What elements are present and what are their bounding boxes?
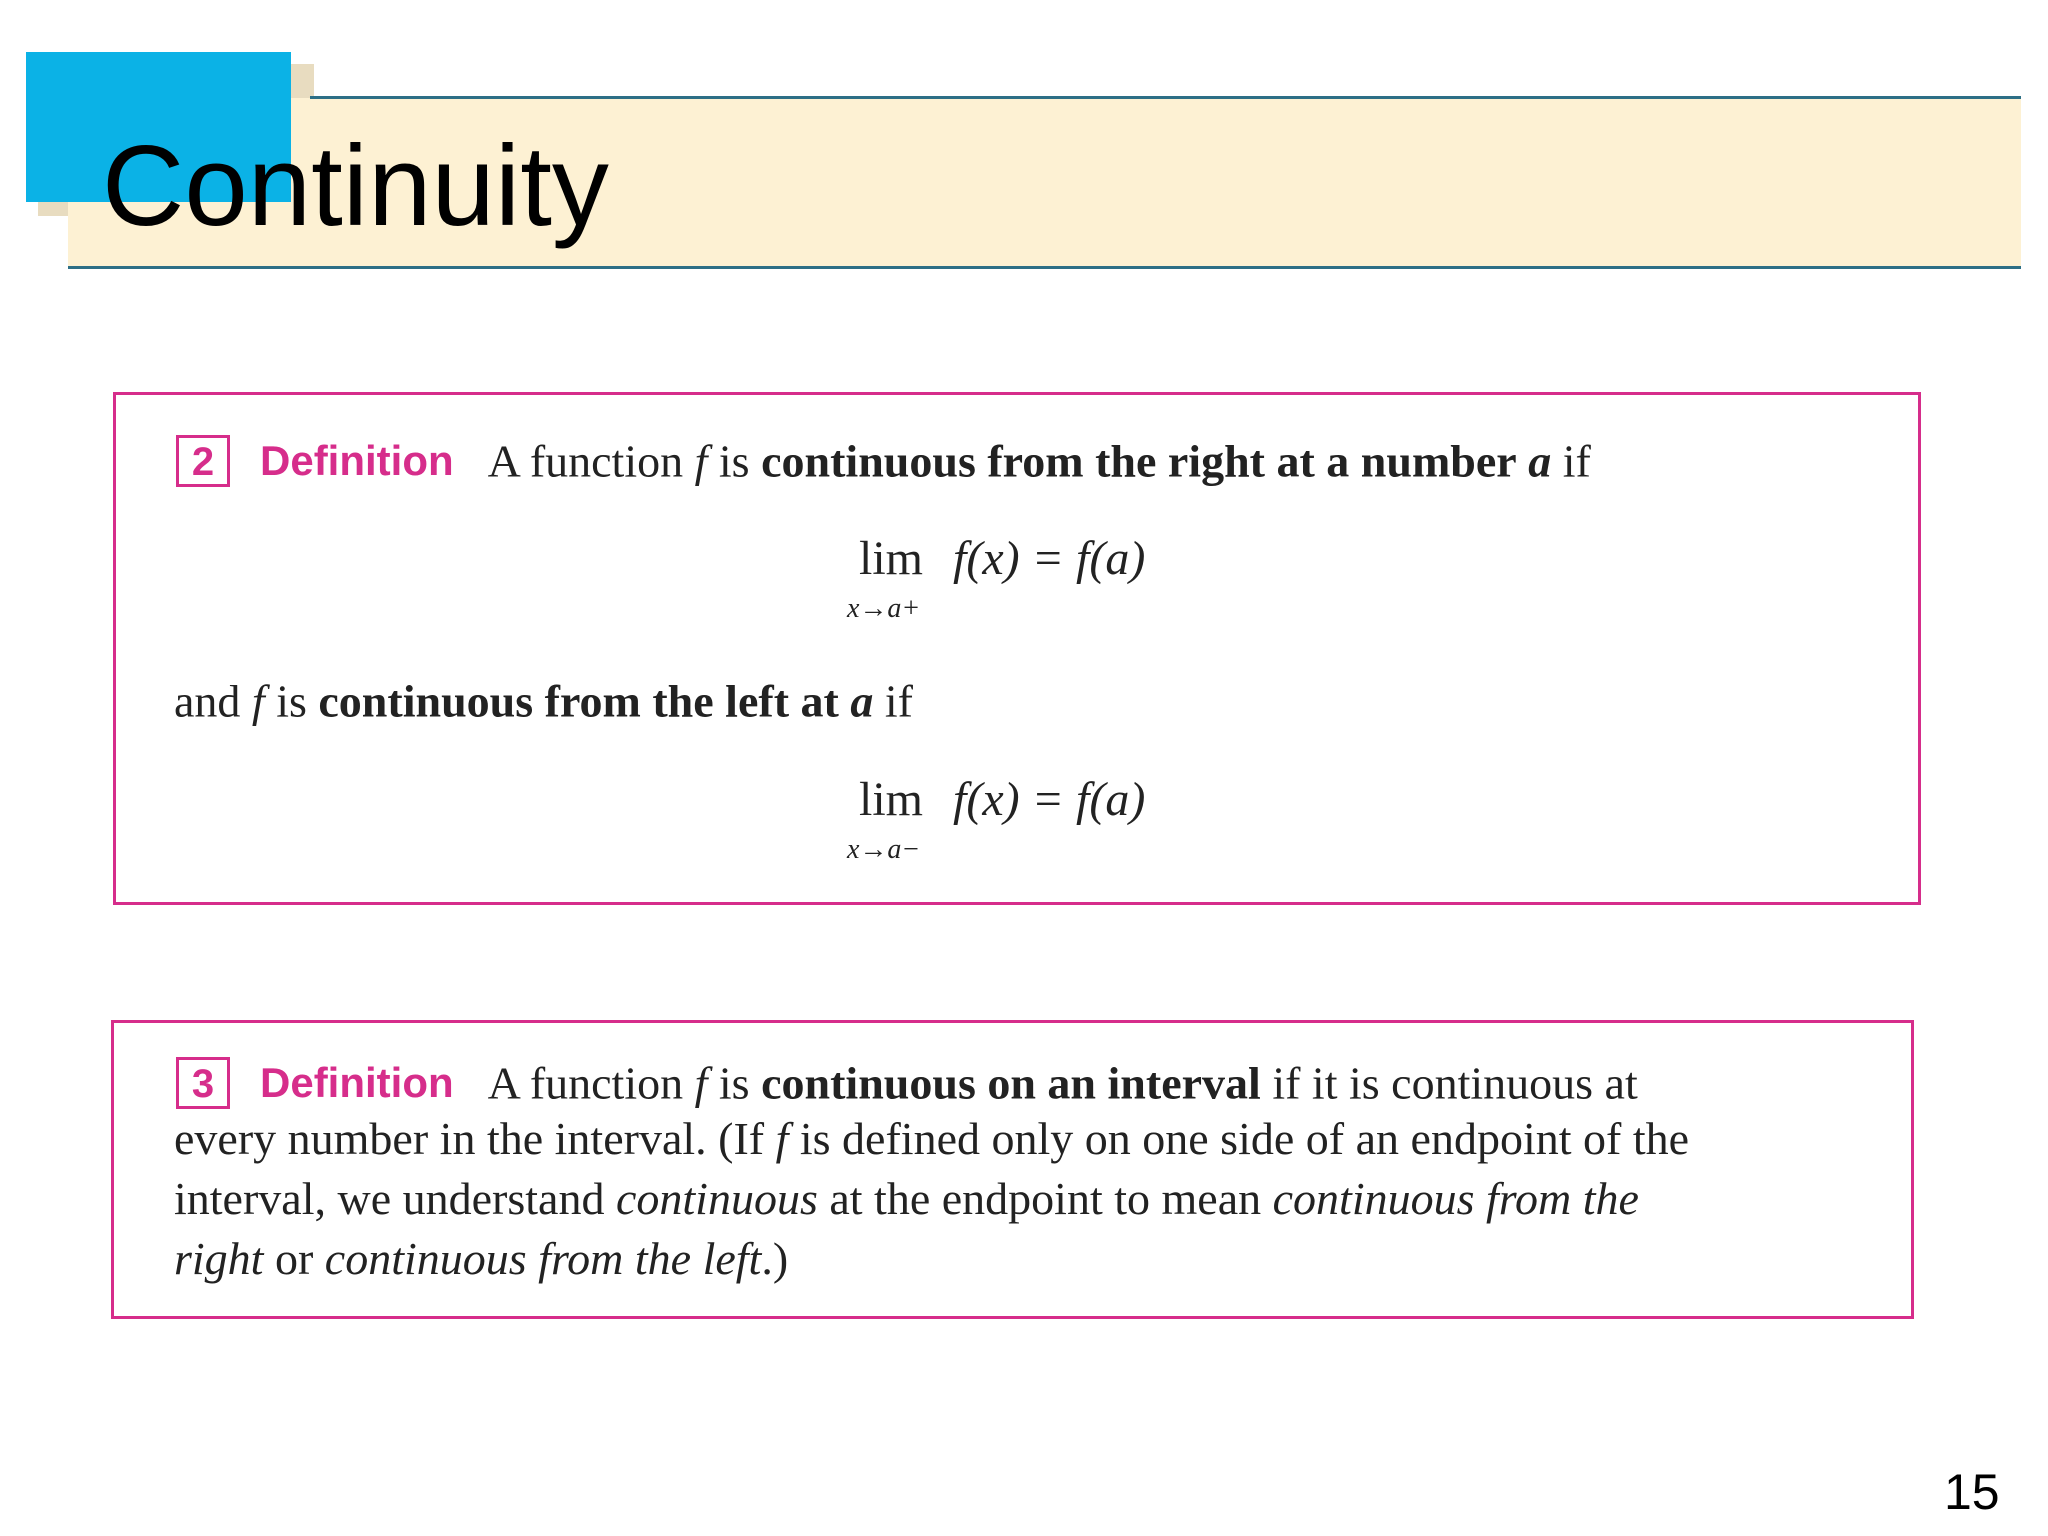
slide-title: Continuity (102, 123, 609, 250)
definition-2-left-statement: and f is continuous from the left at a if (174, 675, 913, 727)
page-number: 15 (1944, 1464, 2000, 1520)
definition-3-line-2: every number in the interval. (If f is defined only on one side of an endpoint of the (174, 1113, 1690, 1164)
limit-right-equation: lim x→a+ f(x) = f(a) (859, 531, 1145, 587)
definition-3-box (111, 1020, 1914, 1319)
definition-3-line-4: right or continuous from the left.) (174, 1233, 789, 1284)
definition-3-line-3: interval, we understand continuous at the endpoint to mean continuous from the (174, 1173, 1639, 1224)
limit-subscript: x→a− (847, 834, 921, 865)
title-rule-top (310, 96, 2021, 99)
definition-2-box (113, 392, 1921, 905)
limit-subscript: x→a+ (847, 593, 921, 624)
title-rule-bottom (68, 266, 2021, 269)
definition-label: Definition (260, 437, 454, 485)
definition-number: 2 (176, 435, 230, 487)
definition-3-line-1: 3 Definition A function f is continuous on an interval if it is continuous at (176, 1049, 1638, 1113)
definition-number: 3 (176, 1057, 230, 1109)
definition-label: Definition (260, 1059, 454, 1107)
limit-left-equation: lim x→a− f(x) = f(a) (859, 772, 1145, 828)
definition-2-statement: 2 Definition A function f is continuous from the right at a number a if (176, 427, 1591, 491)
